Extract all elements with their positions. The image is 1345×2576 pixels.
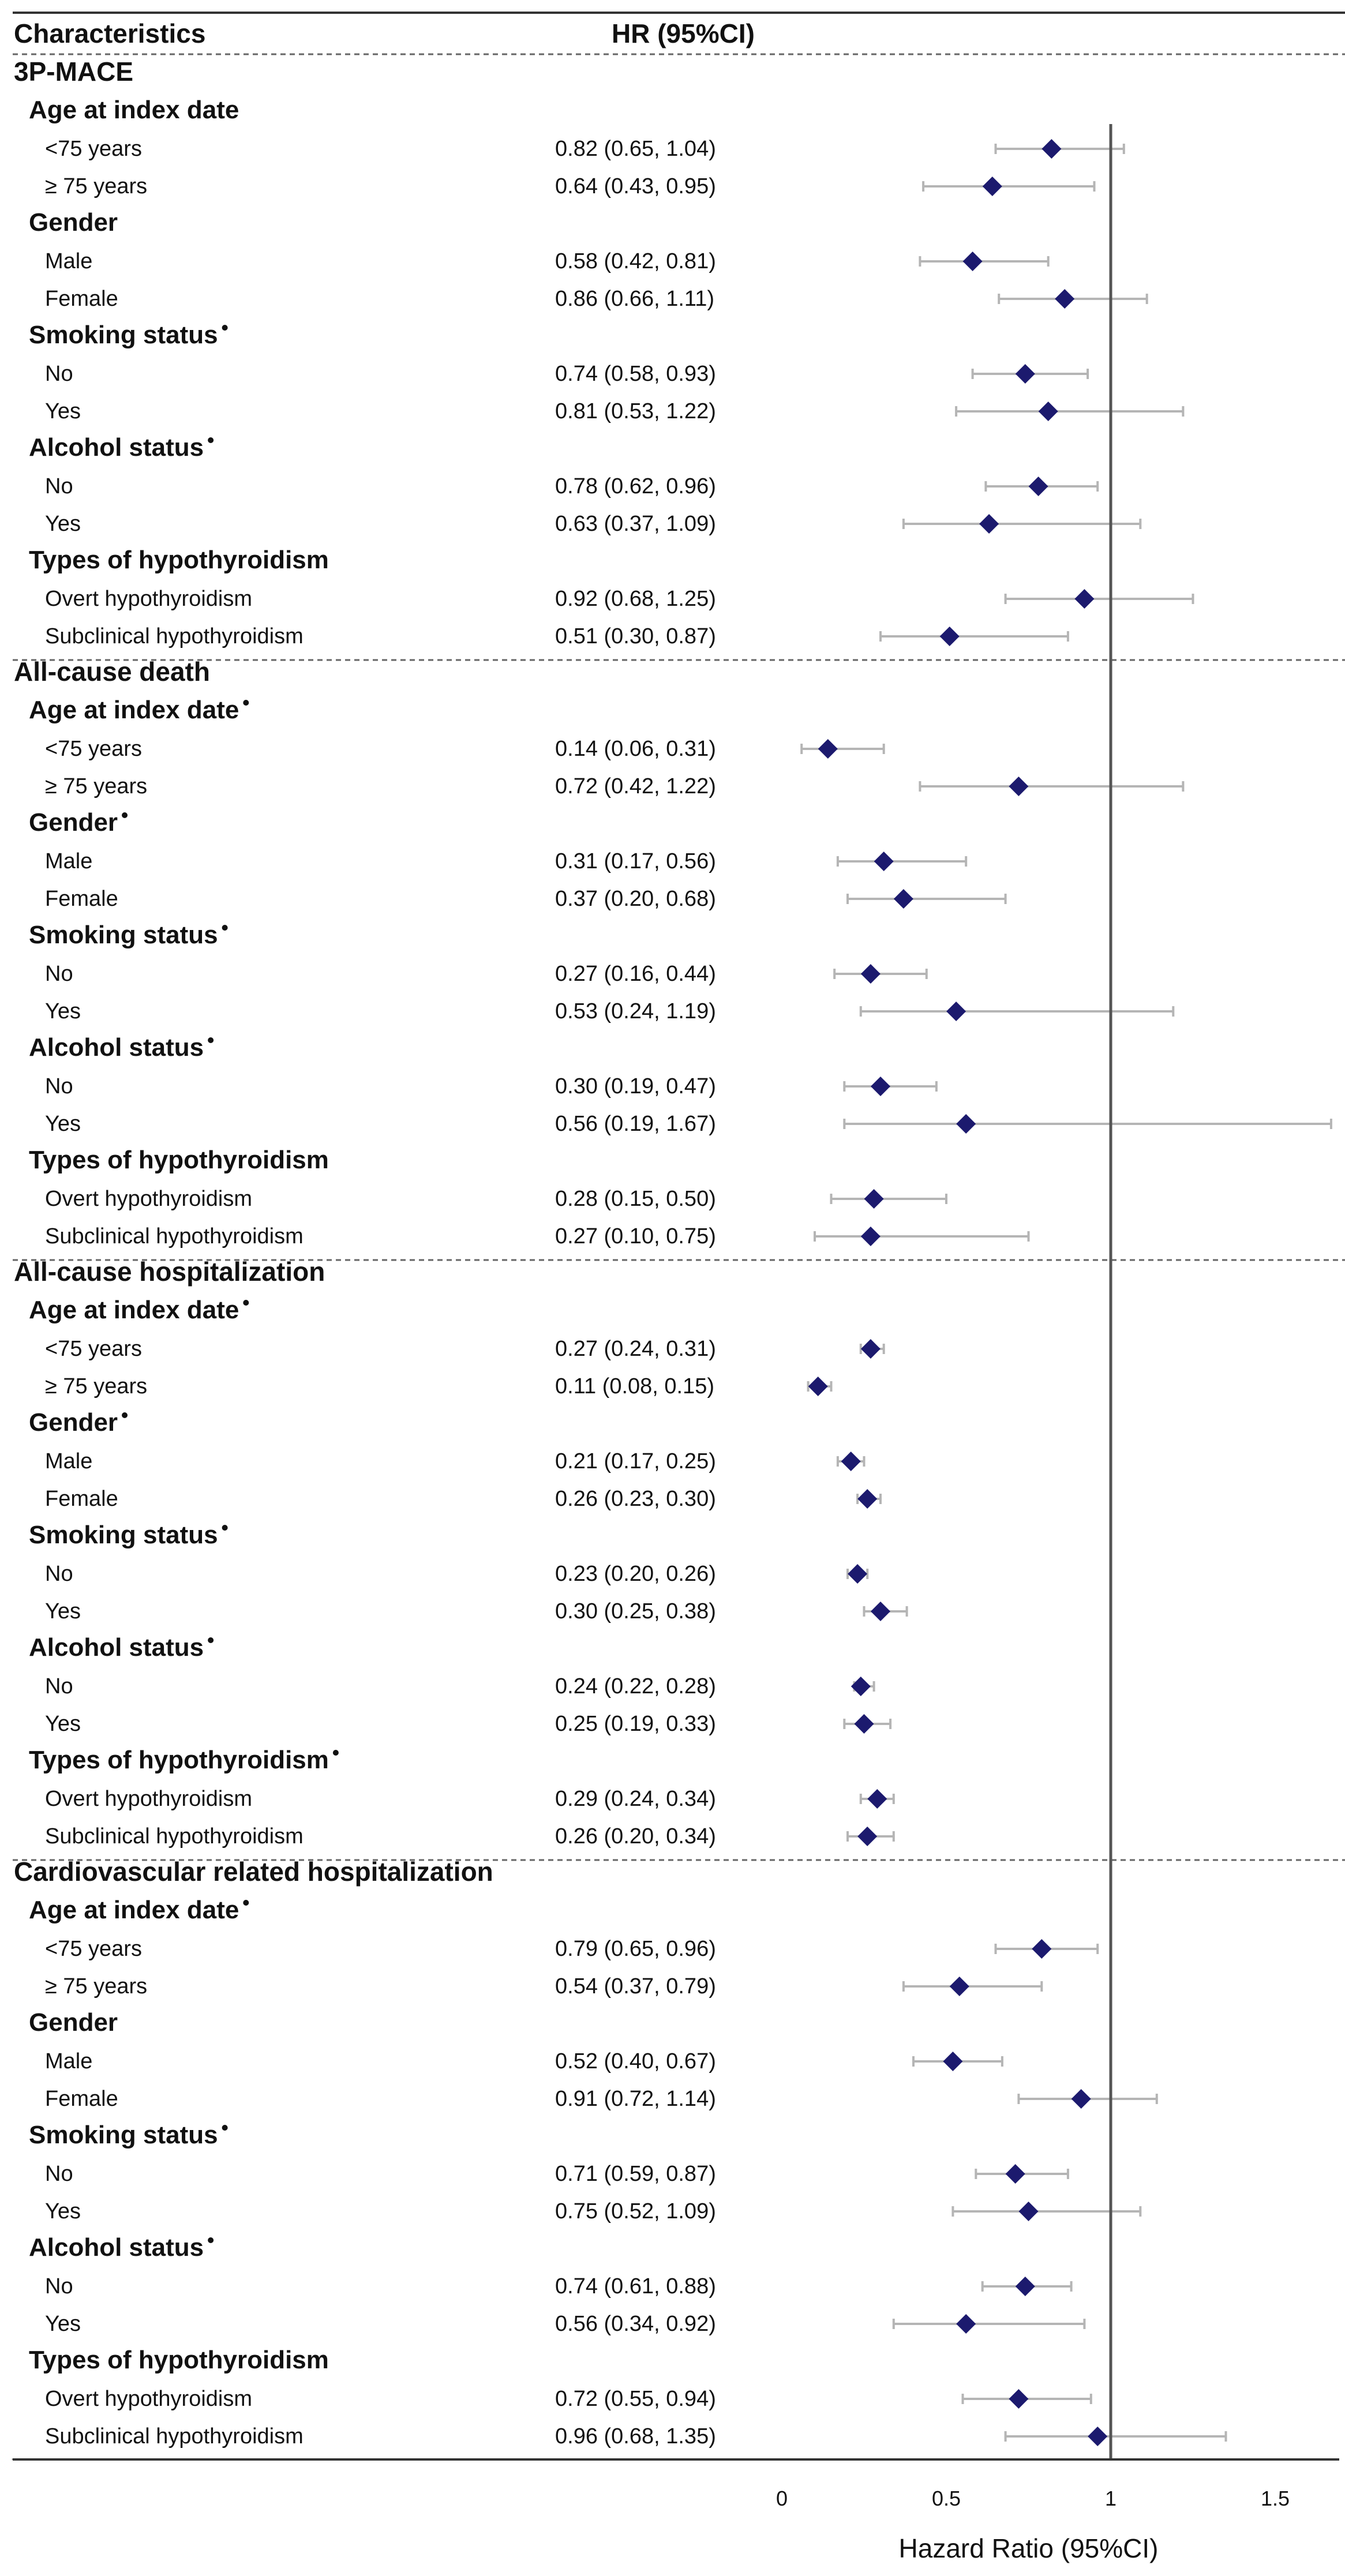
x-tick-label: 1.5 [1260,2487,1290,2510]
group-label: Alcohol status [29,1033,204,1062]
hr-value: 0.27 (0.16, 0.44) [555,962,716,986]
subgroup-label: Overt hypothyroidism [45,1187,253,1211]
hr-value: 0.24 (0.22, 0.28) [555,1674,716,1698]
hr-value: 0.92 (0.68, 1.25) [555,587,716,611]
hr-value: 0.72 (0.55, 0.94) [555,2387,716,2411]
subgroup-label: Yes [45,1599,81,1623]
group-label: Age at index date [29,696,239,724]
subgroup-label: Female [45,2087,118,2111]
group-label: Age at index date [29,96,239,124]
subgroup-label: No [45,962,73,986]
hr-value: 0.96 (0.68, 1.35) [555,2424,716,2448]
significance-dot [243,1300,249,1306]
hr-value: 0.30 (0.19, 0.47) [555,1074,716,1098]
subgroup-label: Male [45,2049,93,2073]
hr-value: 0.37 (0.20, 0.68) [555,887,716,911]
subgroup-label: No [45,474,73,498]
x-tick-label: 0.5 [931,2487,961,2510]
group-label: Age at index date [29,1896,239,1924]
significance-dot [222,325,228,331]
header-characteristics: Characteristics [14,18,206,48]
section-title: All-cause death [14,657,210,687]
hr-value: 0.26 (0.20, 0.34) [555,1824,716,1848]
hr-value: 0.11 (0.08, 0.15) [555,1374,715,1398]
x-tick-label: 0 [775,2487,788,2510]
group-label: Smoking status [29,321,218,349]
group-label: Types of hypothyroidism [29,546,329,574]
hr-value: 0.31 (0.17, 0.56) [555,849,716,873]
subgroup-label: Yes [45,1112,81,1136]
group-label: Gender [29,808,118,837]
significance-dot [122,1412,128,1418]
subgroup-label: Male [45,249,93,273]
group-label: Types of hypothyroidism [29,1746,329,1774]
subgroup-label: Yes [45,1712,81,1736]
subgroup-label: Female [45,887,118,911]
significance-dot [333,1750,339,1756]
group-label: Age at index date [29,1296,239,1324]
hr-value: 0.71 (0.59, 0.87) [555,2162,716,2186]
hr-value: 0.52 (0.40, 0.67) [555,2049,716,2073]
subgroup-label: <75 years [45,1937,142,1961]
group-label: Gender [29,1408,118,1437]
group-label: Types of hypothyroidism [29,1146,329,1174]
x-tick-label: 1 [1104,2487,1117,2510]
subgroup-label: Male [45,1449,93,1473]
subgroup-label: Female [45,1487,118,1511]
subgroup-label: <75 years [45,737,142,761]
subgroup-label: Overt hypothyroidism [45,1787,253,1811]
group-label: Smoking status [29,921,218,949]
significance-dot [243,1900,249,1906]
hr-value: 0.56 (0.34, 0.92) [555,2312,716,2336]
subgroup-label: No [45,1674,73,1698]
subgroup-label: Yes [45,399,81,423]
subgroup-label: Female [45,287,118,311]
hr-value: 0.91 (0.72, 1.14) [555,2087,716,2111]
section-title: 3P-MACE [14,57,134,87]
hr-value: 0.14 (0.06, 0.31) [555,737,716,761]
significance-dot [208,1037,213,1043]
subgroup-label: Subclinical hypothyroidism [45,1824,304,1848]
hr-value: 0.63 (0.37, 1.09) [555,512,716,536]
subgroup-label: Subclinical hypothyroidism [45,2424,304,2448]
hr-value: 0.72 (0.42, 1.22) [555,774,716,798]
significance-dot [122,812,128,818]
hr-value: 0.79 (0.65, 0.96) [555,1937,716,1961]
subgroup-label: ≥ 75 years [45,774,148,798]
hr-value: 0.30 (0.25, 0.38) [555,1599,716,1623]
hr-value: 0.74 (0.61, 0.88) [555,2274,716,2298]
hr-value: 0.25 (0.19, 0.33) [555,1712,716,1736]
subgroup-label: No [45,2162,73,2186]
group-label: Types of hypothyroidism [29,2346,329,2374]
significance-dot [222,1525,228,1531]
section-title: Cardiovascular related hospitalization [14,1857,493,1887]
hr-value: 0.29 (0.24, 0.34) [555,1787,716,1811]
group-label: Gender [29,208,118,237]
subgroup-label: Yes [45,2312,81,2336]
subgroup-label: ≥ 75 years [45,1974,148,1998]
significance-dot [208,437,213,443]
hr-value: 0.86 (0.66, 1.11) [555,287,715,311]
hr-value: 0.74 (0.58, 0.93) [555,362,716,386]
group-label: Alcohol status [29,2233,204,2262]
hr-value: 0.27 (0.24, 0.31) [555,1337,716,1361]
hr-value: 0.82 (0.65, 1.04) [555,137,716,161]
hr-value: 0.58 (0.42, 0.81) [555,249,716,273]
subgroup-label: Overt hypothyroidism [45,2387,253,2411]
subgroup-label: Subclinical hypothyroidism [45,1224,304,1248]
subgroup-label: No [45,1074,73,1098]
group-label: Alcohol status [29,1633,204,1662]
subgroup-label: Male [45,849,93,873]
hr-value: 0.75 (0.52, 1.09) [555,2199,716,2223]
subgroup-label: Subclinical hypothyroidism [45,624,304,648]
group-label: Alcohol status [29,433,204,462]
hr-value: 0.54 (0.37, 0.79) [555,1974,716,1998]
hr-value: 0.28 (0.15, 0.50) [555,1187,716,1211]
hr-value: 0.27 (0.10, 0.75) [555,1224,716,1248]
subgroup-label: Yes [45,2199,81,2223]
subgroup-label: No [45,2274,73,2298]
header-hr: HR (95%CI) [612,18,755,48]
hr-value: 0.51 (0.30, 0.87) [555,624,716,648]
group-label: Smoking status [29,2121,218,2149]
subgroup-label: Overt hypothyroidism [45,587,253,611]
hr-value: 0.81 (0.53, 1.22) [555,399,716,423]
hr-value: 0.21 (0.17, 0.25) [555,1449,716,1473]
significance-dot [243,700,249,706]
subgroup-label: ≥ 75 years [45,1374,148,1398]
section-title: All-cause hospitalization [14,1257,325,1287]
hr-value: 0.53 (0.24, 1.19) [555,999,716,1023]
subgroup-label: Yes [45,999,81,1023]
significance-dot [208,1637,213,1643]
hr-value: 0.26 (0.23, 0.30) [555,1487,716,1511]
hr-value: 0.23 (0.20, 0.26) [555,1562,716,1586]
hr-value: 0.56 (0.19, 1.67) [555,1112,716,1136]
subgroup-label: ≥ 75 years [45,174,148,198]
subgroup-label: Yes [45,512,81,536]
subgroup-label: No [45,362,73,386]
group-label: Gender [29,2008,118,2037]
hr-value: 0.78 (0.62, 0.96) [555,474,716,498]
subgroup-label: <75 years [45,1337,142,1361]
subgroup-label: No [45,1562,73,1586]
subgroup-label: <75 years [45,137,142,161]
significance-dot [208,2237,213,2243]
hr-value: 0.64 (0.43, 0.95) [555,174,716,198]
significance-dot [222,2125,228,2131]
group-label: Smoking status [29,1521,218,1549]
significance-dot [222,925,228,931]
x-axis-label: Hazard Ratio (95%CI) [898,2533,1159,2563]
